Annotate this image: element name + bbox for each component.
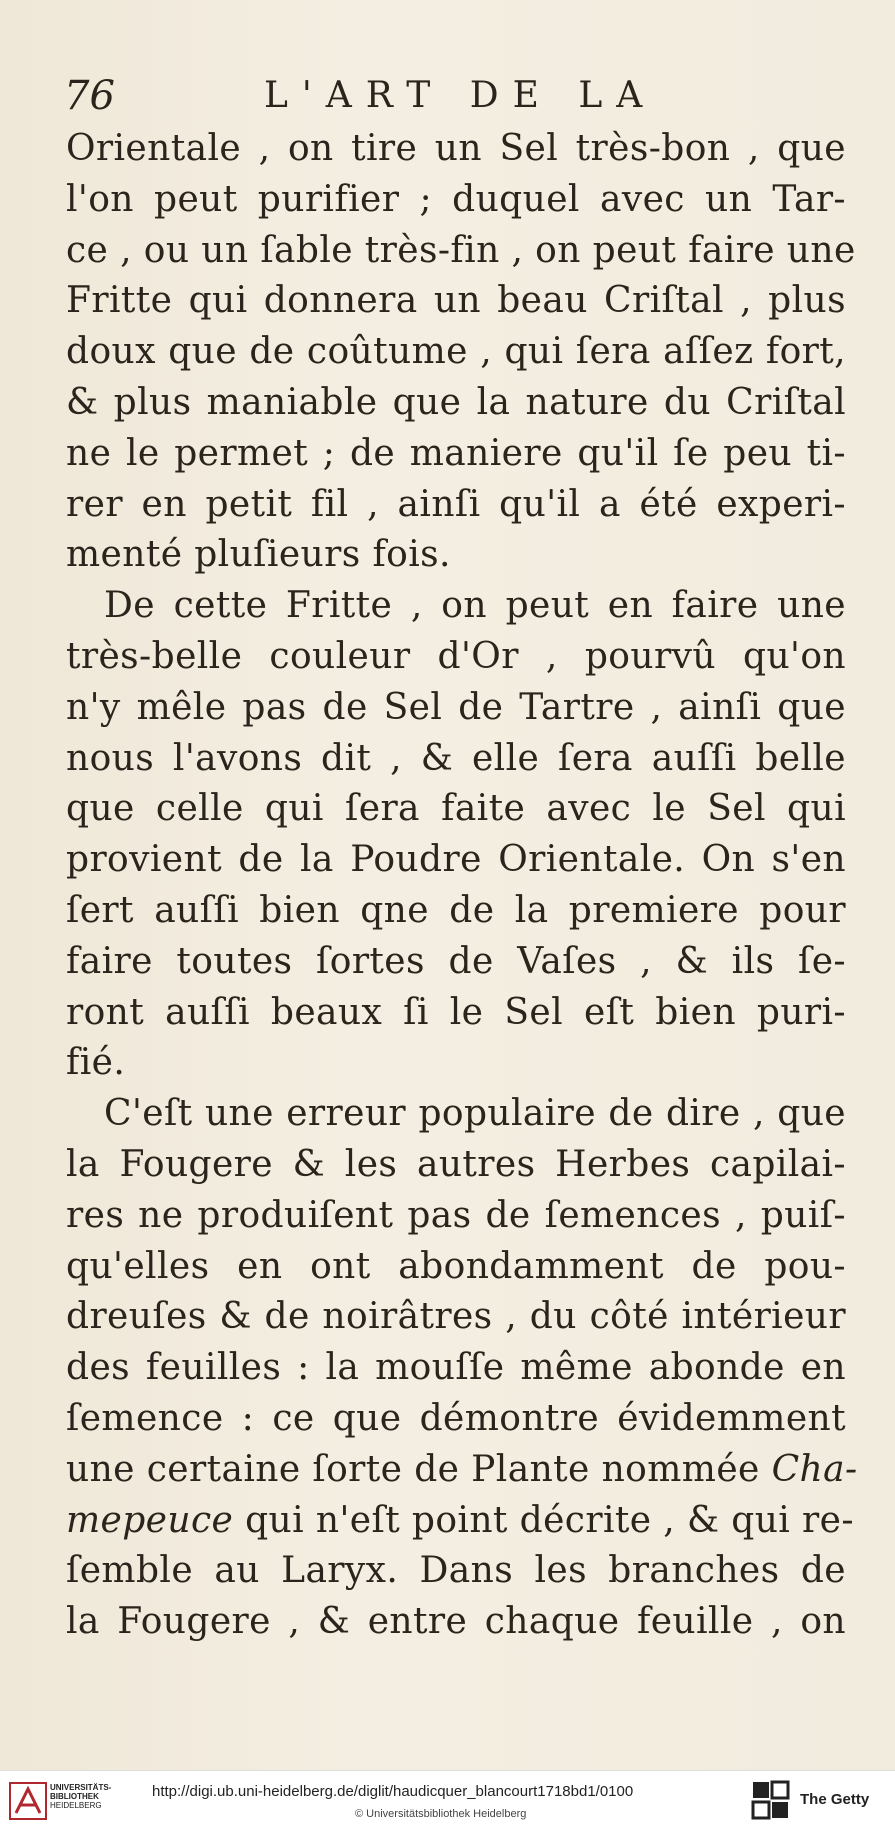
text-line: Orientale , on tire un Sel très-bon , que — [66, 128, 846, 169]
running-head: L'ART DE LA — [264, 75, 657, 116]
text-line: des feuilles : la mouſſe même abonde en — [66, 1347, 846, 1389]
text-line: menté pluſieurs fois. — [66, 534, 451, 576]
text-line: dreuſes & de noirâtres , du côté intérieur — [66, 1296, 846, 1338]
text-line: n'y mêle pas de Sel de Tartre , ainſi que — [66, 686, 846, 728]
text-line: la Fougere , & entre chaque feuille , on — [66, 1601, 846, 1643]
text-line: l'on peut purifier ; duquel avec un Tar- — [66, 178, 846, 220]
text-line: ſert auſſi bien qne de la premiere pour — [66, 889, 846, 931]
text-segment: une certaine ſorte de Plante nommée — [66, 1448, 760, 1490]
text-line — [66, 1496, 854, 1547]
text-line: faire toutes ſortes de Vaſes , & ils ſe- — [66, 940, 846, 982]
text-line: & plus maniable que la nature du Criſtal — [66, 381, 846, 423]
text-line: ne le permet ; de maniere qu'il ſe peu ti- — [66, 432, 846, 474]
text-line: res ne produiſent pas de ſemences , puiſ- — [66, 1194, 846, 1236]
text-line: ront auſſi beaux ſi le Sel eſt bien puri- — [66, 991, 846, 1033]
page-header — [64, 70, 844, 122]
text-line: rer en petit fil , ainſi qu'il a été experi- — [66, 483, 846, 525]
library-name — [50, 1783, 111, 1810]
university-library-logo-icon — [8, 1781, 48, 1821]
text-line: fié. — [66, 1042, 126, 1084]
text-segment: qui n'eſt point décrite , & qui re- — [245, 1499, 854, 1541]
text-line: ſemence : ce que démontre évidemment — [66, 1397, 846, 1439]
getty-logo-icon — [752, 1781, 790, 1821]
viewer-footer — [0, 1770, 895, 1828]
library-name-line: HEIDELBERG — [50, 1801, 102, 1810]
text-line: la Fougere & les autres Herbes capilai- — [66, 1143, 846, 1185]
text-line — [66, 1445, 858, 1496]
library-name-line: BIBLIOTHEK — [50, 1792, 99, 1801]
text-line: qu'elles en ont abondamment de pou- — [66, 1245, 846, 1287]
permalink-url[interactable]: http://digi.ub.uni-heidelberg.de/diglit/haudicquer_blancourt1718bd1/0100 — [152, 1783, 634, 1800]
text-line: très-belle couleur d'Or , pourvû qu'on — [66, 635, 846, 677]
page-number: 76 — [64, 73, 115, 119]
italic-word: mepeuce — [66, 1499, 234, 1541]
text-line: provient de la Poudre Orientale. On s'en — [66, 839, 846, 881]
text-line: Fritte qui donnera un beau Criſtal , plus — [66, 280, 846, 322]
body-text — [66, 124, 858, 1648]
text-line: De cette Fritte , on peut en faire une — [104, 585, 846, 627]
text-line: que celle qui ſera faite avec le Sel qui — [66, 788, 846, 830]
text-line: nous l'avons dit , & elle ſera auſſi belle — [66, 737, 846, 779]
copyright-notice: © Universitätsbibliothek Heidelberg — [355, 1808, 527, 1820]
partner-name: The Getty — [800, 1791, 870, 1808]
text-line: ce , ou un ſable très-fin , on peut faire une — [66, 229, 856, 271]
text-line: doux que de coûtume , qui ſera aſſez fort, — [66, 331, 846, 373]
text-line: ſemble au Laryx. Dans les branches de — [66, 1550, 846, 1592]
italic-word: Cha- — [771, 1448, 858, 1490]
library-name-line: UNIVERSITÄTS- — [50, 1783, 112, 1792]
text-line: C'eſt une erreur populaire de dire , que — [104, 1093, 846, 1135]
